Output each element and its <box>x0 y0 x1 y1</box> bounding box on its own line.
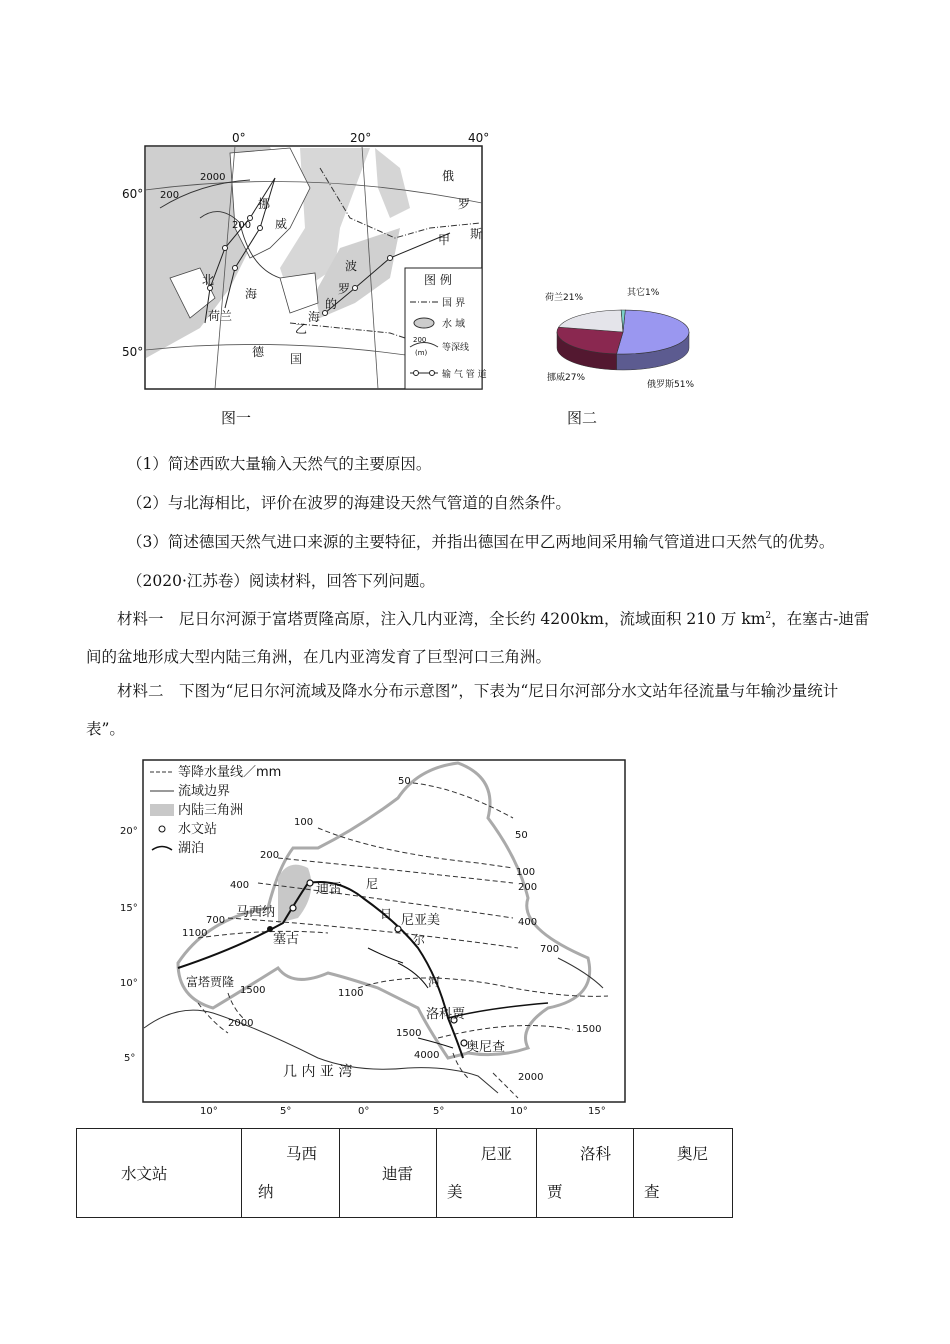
north-sea-label: 海 <box>245 287 258 301</box>
question-2: （2）与北海相比，评价在波罗的海建设天然气管道的自然条件。 <box>127 494 571 512</box>
lon-tick: 10° <box>510 1106 528 1117</box>
river-label: 尔 <box>413 933 426 947</box>
baltic-label: 罗 <box>338 282 351 296</box>
legend-border: 国 界 <box>442 298 466 309</box>
netherlands-label: 荷兰 <box>208 309 233 323</box>
niger-basin-map <box>118 758 630 1118</box>
north-sea-label: 北 <box>202 273 215 287</box>
legend-title: 图 例 <box>424 273 452 287</box>
material-2: 材料二 下图为“尼日尔河流域及降水分布示意图”，下表为“尼日尔河部分水文站年径流量与年输沙量统计表”。 <box>86 682 839 738</box>
place-segou: 塞古 <box>273 932 300 947</box>
legend-basin-boundary: 流域边界 <box>178 784 231 799</box>
place-lokoja: 洛科贾 <box>426 1007 466 1022</box>
isohyet-label: 200 <box>260 850 280 861</box>
hydro-station-table <box>76 1128 733 1218</box>
place-onitsha: 奥尼查 <box>466 1040 506 1055</box>
figure-1-map <box>122 128 490 398</box>
isohyet-label: 4000 <box>414 1050 440 1061</box>
isohyet-label: 2000 <box>228 1018 254 1029</box>
place-fouta-djallon: 富塔贾隆 <box>186 975 235 989</box>
station-name: 马西 <box>286 1145 318 1163</box>
place-macina: 马西纳 <box>236 905 276 920</box>
germany-label: 国 <box>290 352 303 366</box>
legend-station: 水文站 <box>178 822 218 837</box>
isohyet-label: 100 <box>294 817 314 828</box>
contour-label: 2000 <box>200 172 226 183</box>
pie-label-other: 其它1% <box>627 288 660 298</box>
reading-prompt: （2020·江苏卷）阅读材料，回答下列问题。 <box>127 572 435 590</box>
isohyet-label: 1100 <box>338 988 364 999</box>
lon-tick: 15° <box>588 1106 606 1117</box>
station-name: 纳 <box>258 1183 274 1201</box>
table-cell <box>537 1129 634 1218</box>
norway-label: 挪 <box>258 197 271 211</box>
lon-tick: 5° <box>433 1106 445 1117</box>
legend-inland-delta: 内陆三角洲 <box>178 803 244 818</box>
station-name: 美 <box>447 1183 463 1201</box>
russia-label: 俄 <box>442 169 455 183</box>
baltic-label: 波 <box>345 259 358 273</box>
question-3: （3）简述德国天然气进口来源的主要特征，并指出德国在甲乙两地间采用输气管道进口天然气的优势。 <box>127 533 835 551</box>
river-label: 河 <box>428 975 441 989</box>
lat-tick: 60° <box>122 187 144 201</box>
table-cell <box>437 1129 537 1218</box>
lat-tick: 5° <box>124 1053 136 1064</box>
pie-label-russia: 俄罗斯51% <box>647 380 695 390</box>
isohyet-label: 50 <box>398 776 411 787</box>
lon-tick: 40° <box>468 131 490 145</box>
table-header-cell: 水文站 <box>77 1129 242 1218</box>
map-legend <box>405 268 487 389</box>
isohyet-label: 1100 <box>182 928 208 939</box>
lat-tick: 15° <box>120 903 138 914</box>
legend-depth-sample: 200 <box>413 336 427 344</box>
km-superscript: 2 <box>765 611 772 621</box>
material-1-text-end: ，在塞古-迪雷间的盆地形成大型内陆三角洲，在几内亚湾发育了巨型河口三角洲。 <box>86 610 870 667</box>
lon-tick: 20° <box>350 131 372 145</box>
norway-label: 威 <box>275 217 288 231</box>
material-1 <box>86 597 876 676</box>
lat-tick: 50° <box>122 345 144 359</box>
material-1-text: 材料一 尼日尔河源于富塔贾隆高原，注入几内亚湾，全长约 4200km，流域面积 210 万 km <box>117 610 766 629</box>
isohyet-label: 400 <box>518 917 538 928</box>
table-cell: 迪雷 <box>340 1129 437 1218</box>
isohyet-label: 100 <box>516 867 536 878</box>
pie-label-norway: 挪威27% <box>547 373 586 383</box>
figure-2-caption: 图二 <box>567 409 598 427</box>
legend-isohyet: 等降水量线／mm <box>178 765 282 780</box>
russia-label: 罗 <box>458 197 471 211</box>
lon-tick: 5° <box>280 1106 292 1117</box>
place-dire: 迪雷 <box>316 882 343 897</box>
lon-tick: 10° <box>200 1106 218 1117</box>
isohyet-label: 700 <box>540 944 560 955</box>
isohyet-label: 1500 <box>576 1024 602 1035</box>
isohyet-label: 200 <box>518 882 538 893</box>
contour-label: 200 <box>232 220 252 231</box>
isohyet-label: 50 <box>515 830 528 841</box>
table-cell <box>634 1129 733 1218</box>
baltic-label: 海 <box>308 310 321 324</box>
station-name: 贾 <box>547 1183 563 1201</box>
isohyet-label: 2000 <box>518 1072 544 1083</box>
figure-2-chart <box>535 280 715 395</box>
river-label: 日 <box>380 907 393 921</box>
legend-isobath: 等深线 <box>442 343 470 353</box>
lon-tick: 0° <box>358 1106 370 1117</box>
legend-depth-unit: (m) <box>415 349 428 357</box>
yi-label: 乙 <box>295 322 308 336</box>
station-name: 奥尼 <box>677 1145 709 1163</box>
figure-1-caption: 图一 <box>221 409 252 427</box>
table-row <box>77 1129 733 1218</box>
legend-water: 水 域 <box>442 319 466 330</box>
russia-label: 斯 <box>470 227 483 241</box>
gas-import-pie <box>535 280 715 395</box>
station-name: 洛科 <box>580 1145 612 1163</box>
gulf-of-guinea-label: 几 内 亚 湾 <box>283 1064 353 1080</box>
lat-tick: 10° <box>120 978 138 989</box>
isohyet-label: 1500 <box>396 1028 422 1039</box>
isohyet-label: 1500 <box>240 985 266 996</box>
niger-map-svg <box>118 758 630 1118</box>
legend-pipeline: 输 气 管 道 <box>442 370 487 380</box>
lat-tick: 20° <box>120 826 138 837</box>
station-name: 查 <box>644 1183 660 1201</box>
isohyet-label: 700 <box>206 915 226 926</box>
station-name: 尼亚 <box>481 1145 513 1163</box>
river-label: 尼 <box>366 877 379 891</box>
question-1: （1）简述西欧大量输入天然气的主要原因。 <box>127 455 432 473</box>
lon-tick: 0° <box>232 131 246 145</box>
isohyet-label: 400 <box>230 880 250 891</box>
legend-lake: 湖泊 <box>178 841 205 856</box>
baltic-label: 的 <box>325 297 338 311</box>
jia-label: 甲 <box>438 233 451 247</box>
contour-label: 200 <box>160 190 180 201</box>
north-europe-map-svg <box>122 128 490 398</box>
pie-label-netherlands: 荷兰21% <box>545 293 584 303</box>
germany-label: 德 <box>252 345 265 359</box>
place-niamey: 尼亚美 <box>401 913 441 928</box>
table-cell <box>242 1129 340 1218</box>
